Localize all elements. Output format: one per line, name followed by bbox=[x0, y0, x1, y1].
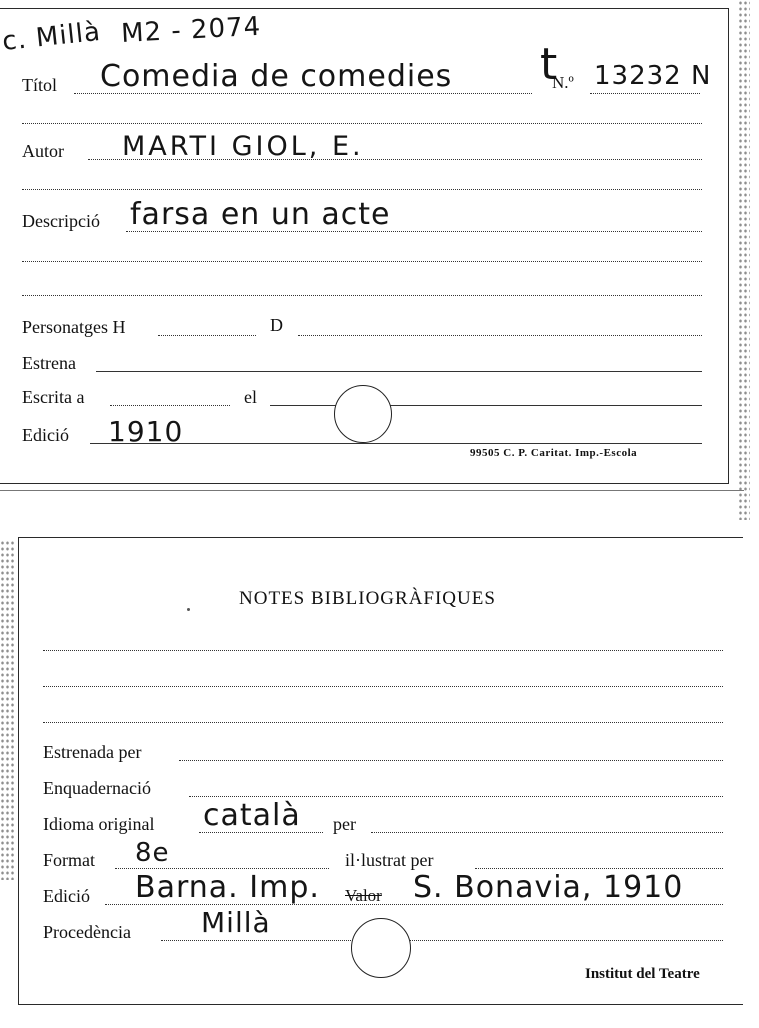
edition-value-part2: S. Bonavia, 1910 bbox=[413, 870, 684, 905]
description-line-3 bbox=[22, 295, 702, 296]
characters-d-label: D bbox=[270, 315, 283, 335]
notes-line-3 bbox=[43, 722, 723, 723]
catalog-code: M2 - 2074 bbox=[120, 11, 262, 50]
edition-label: Edició bbox=[43, 886, 90, 906]
scan-edge-right bbox=[738, 0, 750, 520]
provenance-value: Millà bbox=[201, 906, 271, 939]
edition-label: Edició bbox=[22, 425, 69, 445]
original-language-label: Idioma original bbox=[43, 814, 155, 834]
number-label: N.º bbox=[552, 73, 574, 92]
author-value: MARTI GIOL, E. bbox=[122, 131, 364, 162]
edition-struck-text: Valor bbox=[345, 886, 382, 905]
notes-line-1 bbox=[43, 650, 723, 651]
binding-line bbox=[189, 796, 723, 797]
provenance-line bbox=[161, 940, 723, 941]
punch-hole bbox=[334, 385, 392, 443]
characters-h-line bbox=[158, 335, 256, 336]
printer-note: 99505 C. P. Caritat. Imp.-Escola bbox=[470, 447, 638, 459]
premiered-by-label: Estrenada per bbox=[43, 742, 142, 762]
illustrated-label: il·lustrat per bbox=[345, 850, 434, 870]
binding-label: Enquadernació bbox=[43, 778, 151, 798]
characters-label: Personatges H bbox=[22, 317, 126, 337]
edition-value-part1: Barna. Imp. bbox=[135, 870, 320, 905]
format-line bbox=[115, 868, 329, 869]
premiere-label: Estrena bbox=[22, 353, 76, 373]
description-value: farsa en un acte bbox=[130, 197, 391, 232]
written-label: Escrita a bbox=[22, 387, 85, 407]
description-label: Descripció bbox=[22, 211, 100, 231]
format-label: Format bbox=[43, 850, 95, 870]
notes-heading: NOTES BIBLIOGRÀFIQUES bbox=[239, 588, 496, 609]
written-el-label: el bbox=[244, 387, 257, 407]
characters-d-line bbox=[298, 335, 702, 336]
institution-name: Institut del Teatre bbox=[585, 966, 700, 982]
premiered-by-line bbox=[179, 760, 723, 761]
catalog-card bbox=[0, 8, 729, 484]
title-label: Títol bbox=[22, 75, 57, 95]
number-line bbox=[590, 93, 700, 94]
author-line-2 bbox=[22, 189, 702, 190]
provenance-label: Procedència bbox=[43, 922, 131, 942]
number-value: 13232 N bbox=[594, 61, 712, 91]
premiere-line bbox=[96, 371, 702, 372]
bibliographic-notes-card bbox=[18, 537, 743, 1005]
title-line-2 bbox=[22, 123, 702, 124]
format-value: 8e bbox=[135, 838, 170, 868]
cross-mark: t bbox=[540, 39, 559, 90]
scan-speck bbox=[187, 608, 190, 611]
scan-line bbox=[0, 490, 744, 491]
notes-line-2 bbox=[43, 686, 723, 687]
description-line-2 bbox=[22, 261, 702, 262]
original-language-value: català bbox=[203, 798, 301, 833]
punch-hole bbox=[351, 918, 411, 978]
edition-value: 1910 bbox=[108, 415, 184, 448]
catalog-note: c. Millà bbox=[0, 16, 103, 57]
language-per-label: per bbox=[333, 814, 356, 834]
scan-edge-left bbox=[0, 540, 14, 880]
author-label: Autor bbox=[22, 141, 64, 161]
title-value: Comedia de comedies bbox=[100, 59, 453, 94]
language-per-line bbox=[371, 832, 723, 833]
written-place-line bbox=[110, 405, 230, 406]
illustrated-line bbox=[475, 868, 723, 869]
